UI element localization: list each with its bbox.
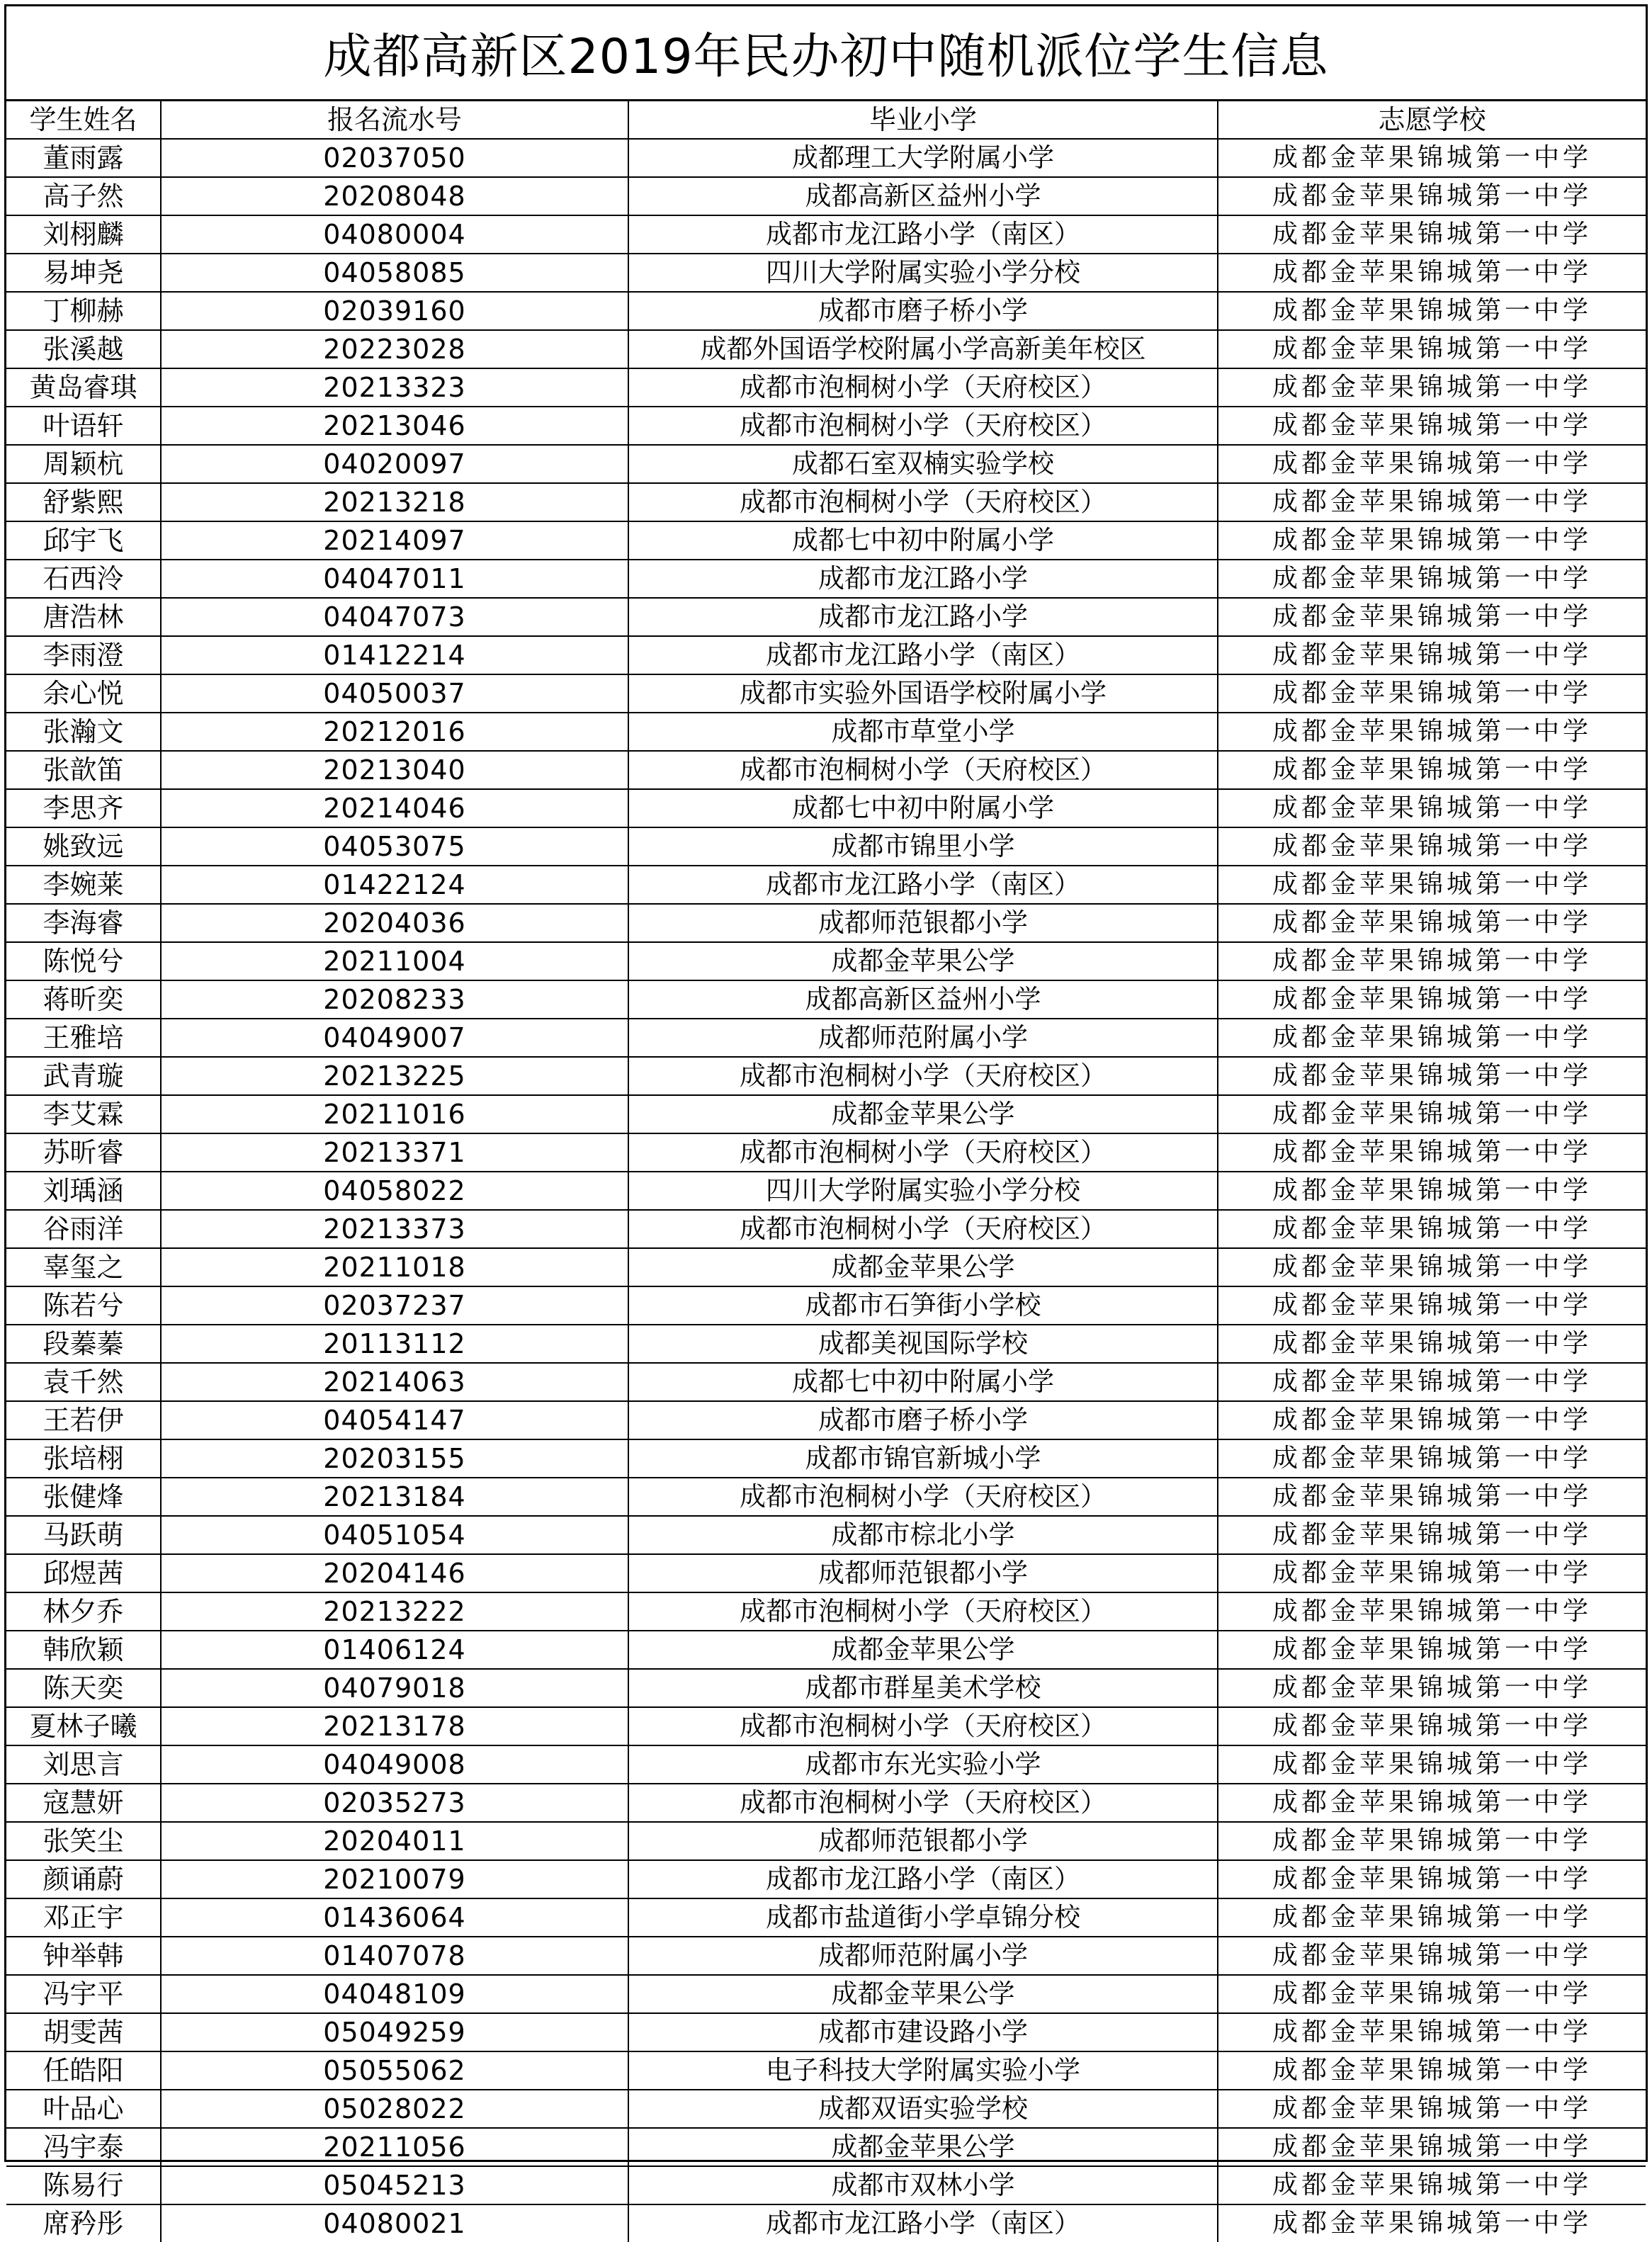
student-name-cell: 韩欣颖	[6, 1631, 161, 1669]
table-row	[6, 1057, 1646, 1095]
student-name-cell: 李婉莱	[6, 866, 161, 904]
table-row	[6, 1975, 1646, 2013]
student-name-cell: 李艾霖	[6, 1095, 161, 1133]
table-row	[6, 1784, 1646, 1822]
choice-school-cell: 成都金苹果锦城第一中学	[1218, 1478, 1646, 1516]
choice-school-cell: 成都金苹果锦城第一中学	[1218, 866, 1646, 904]
table-row	[6, 177, 1646, 215]
primary-school-cell: 成都市龙江路小学（南区）	[628, 215, 1218, 254]
serial-number-cell: 05055062	[161, 2051, 628, 2090]
serial-number-cell: 20211018	[161, 1248, 628, 1286]
table-row	[6, 1669, 1646, 1707]
choice-school-cell: 成都金苹果锦城第一中学	[1218, 942, 1646, 980]
serial-number-cell: 04047073	[161, 598, 628, 636]
choice-school-cell: 成都金苹果锦城第一中学	[1218, 1439, 1646, 1478]
choice-school-cell: 成都金苹果锦城第一中学	[1218, 1210, 1646, 1248]
primary-school-cell: 成都市石笋街小学校	[628, 1286, 1218, 1325]
choice-school-cell: 成都金苹果锦城第一中学	[1218, 407, 1646, 445]
serial-number-cell: 04050037	[161, 674, 628, 713]
student-name-cell: 刘思言	[6, 1745, 161, 1784]
choice-school-cell: 成都金苹果锦城第一中学	[1218, 1592, 1646, 1631]
table-row	[6, 1592, 1646, 1631]
primary-school-cell: 成都金苹果公学	[628, 1248, 1218, 1286]
table-row	[6, 1172, 1646, 1210]
choice-school-cell: 成都金苹果锦城第一中学	[1218, 2128, 1646, 2166]
primary-school-cell: 成都外国语学校附属小学高新美年校区	[628, 330, 1218, 368]
table-row	[6, 1707, 1646, 1745]
primary-school-cell: 成都高新区益州小学	[628, 177, 1218, 215]
choice-school-cell: 成都金苹果锦城第一中学	[1218, 445, 1646, 483]
choice-school-cell: 成都金苹果锦城第一中学	[1218, 789, 1646, 827]
student-name-cell: 夏林子曦	[6, 1707, 161, 1745]
serial-number-cell: 04058022	[161, 1172, 628, 1210]
table-row	[6, 1095, 1646, 1133]
serial-number-cell: 20213178	[161, 1707, 628, 1745]
table-row	[6, 1325, 1646, 1363]
primary-school-cell: 成都市泡桐树小学（天府校区）	[628, 407, 1218, 445]
serial-number-cell: 02037237	[161, 1286, 628, 1325]
student-name-cell: 陈悦兮	[6, 942, 161, 980]
primary-school-cell: 成都市泡桐树小学（天府校区）	[628, 751, 1218, 789]
choice-school-cell: 成都金苹果锦城第一中学	[1218, 1707, 1646, 1745]
choice-school-cell: 成都金苹果锦城第一中学	[1218, 330, 1646, 368]
student-name-cell: 胡雯茜	[6, 2013, 161, 2051]
student-name-cell: 高子然	[6, 177, 161, 215]
serial-number-cell: 20214063	[161, 1363, 628, 1401]
choice-school-cell: 成都金苹果锦城第一中学	[1218, 1401, 1646, 1439]
table-row	[6, 1401, 1646, 1439]
student-name-cell: 邓正宇	[6, 1898, 161, 1937]
primary-school-cell: 成都市龙江路小学（南区）	[628, 636, 1218, 674]
student-name-cell: 张溪越	[6, 330, 161, 368]
choice-school-cell: 成都金苹果锦城第一中学	[1218, 1898, 1646, 1937]
table-row	[6, 330, 1646, 368]
table-row	[6, 368, 1646, 407]
primary-school-cell: 成都市龙江路小学	[628, 598, 1218, 636]
student-name-cell: 邱宇飞	[6, 521, 161, 560]
table-row	[6, 2166, 1646, 2204]
choice-school-cell: 成都金苹果锦城第一中学	[1218, 827, 1646, 866]
choice-school-cell: 成都金苹果锦城第一中学	[1218, 2013, 1646, 2051]
student-name-cell: 冯宇泰	[6, 2128, 161, 2166]
primary-school-cell: 成都市锦里小学	[628, 827, 1218, 866]
primary-school-cell: 成都市群星美术学校	[628, 1669, 1218, 1707]
choice-school-cell: 成都金苹果锦城第一中学	[1218, 483, 1646, 521]
serial-number-cell: 01406124	[161, 1631, 628, 1669]
serial-number-cell: 20210079	[161, 1860, 628, 1898]
choice-school-cell: 成都金苹果锦城第一中学	[1218, 521, 1646, 560]
student-name-cell: 蒋昕奕	[6, 980, 161, 1019]
table-row	[6, 1631, 1646, 1669]
choice-school-cell: 成都金苹果锦城第一中学	[1218, 904, 1646, 942]
table-row	[6, 254, 1646, 292]
table-row	[6, 1439, 1646, 1478]
student-name-cell: 刘瑀涵	[6, 1172, 161, 1210]
serial-number-cell: 20204011	[161, 1822, 628, 1860]
choice-school-cell: 成都金苹果锦城第一中学	[1218, 1784, 1646, 1822]
serial-number-cell: 20213218	[161, 483, 628, 521]
choice-school-cell: 成都金苹果锦城第一中学	[1218, 1286, 1646, 1325]
student-name-cell: 张培栩	[6, 1439, 161, 1478]
serial-number-cell: 20213225	[161, 1057, 628, 1095]
primary-school-cell: 成都师范银都小学	[628, 1554, 1218, 1592]
choice-school-cell: 成都金苹果锦城第一中学	[1218, 636, 1646, 674]
serial-number-cell: 04079018	[161, 1669, 628, 1707]
table-row	[6, 1937, 1646, 1975]
table-row	[6, 827, 1646, 866]
table-row	[6, 1516, 1646, 1554]
table-row	[6, 1363, 1646, 1401]
table-row	[6, 2204, 1646, 2242]
student-name-cell: 段蓁蓁	[6, 1325, 161, 1363]
table-row	[6, 1554, 1646, 1592]
primary-school-cell: 成都高新区益州小学	[628, 980, 1218, 1019]
table-row	[6, 598, 1646, 636]
student-name-cell: 武青璇	[6, 1057, 161, 1095]
student-name-cell: 董雨露	[6, 139, 161, 177]
choice-school-cell: 成都金苹果锦城第一中学	[1218, 560, 1646, 598]
student-name-cell: 王若伊	[6, 1401, 161, 1439]
student-name-cell: 姚致远	[6, 827, 161, 866]
student-name-cell: 王雅培	[6, 1019, 161, 1057]
student-name-cell: 刘栩麟	[6, 215, 161, 254]
primary-school-cell: 成都市锦官新城小学	[628, 1439, 1218, 1478]
serial-number-cell: 20203155	[161, 1439, 628, 1478]
column-header-choice-school: 志愿学校	[1218, 101, 1646, 139]
student-name-cell: 李雨澄	[6, 636, 161, 674]
primary-school-cell: 成都市泡桐树小学（天府校区）	[628, 368, 1218, 407]
choice-school-cell: 成都金苹果锦城第一中学	[1218, 1363, 1646, 1401]
primary-school-cell: 成都市泡桐树小学（天府校区）	[628, 483, 1218, 521]
choice-school-cell: 成都金苹果锦城第一中学	[1218, 368, 1646, 407]
serial-number-cell: 20212016	[161, 713, 628, 751]
primary-school-cell: 成都市泡桐树小学（天府校区）	[628, 1057, 1218, 1095]
primary-school-cell: 成都七中初中附属小学	[628, 1363, 1218, 1401]
serial-number-cell: 05028022	[161, 2090, 628, 2128]
choice-school-cell: 成都金苹果锦城第一中学	[1218, 1669, 1646, 1707]
student-name-cell: 陈天奕	[6, 1669, 161, 1707]
table-row	[6, 139, 1646, 177]
table-row	[6, 789, 1646, 827]
student-name-cell: 张健烽	[6, 1478, 161, 1516]
choice-school-cell: 成都金苹果锦城第一中学	[1218, 598, 1646, 636]
student-name-cell: 寇慧妍	[6, 1784, 161, 1822]
primary-school-cell: 成都市磨子桥小学	[628, 1401, 1218, 1439]
table-row	[6, 904, 1646, 942]
serial-number-cell: 01412214	[161, 636, 628, 674]
serial-number-cell: 01422124	[161, 866, 628, 904]
table-body	[6, 139, 1646, 2242]
serial-number-cell: 04047011	[161, 560, 628, 598]
primary-school-cell: 成都市盐道街小学卓锦分校	[628, 1898, 1218, 1937]
student-name-cell: 冯宇平	[6, 1975, 161, 2013]
student-name-cell: 席矜彤	[6, 2204, 161, 2242]
primary-school-cell: 成都市龙江路小学（南区）	[628, 2204, 1218, 2242]
student-name-cell: 陈易行	[6, 2166, 161, 2204]
table-row	[6, 713, 1646, 751]
table-row	[6, 2013, 1646, 2051]
student-name-cell: 张歆笛	[6, 751, 161, 789]
serial-number-cell: 20213323	[161, 368, 628, 407]
serial-number-cell: 20204146	[161, 1554, 628, 1592]
table-row	[6, 2051, 1646, 2090]
serial-number-cell: 04051054	[161, 1516, 628, 1554]
serial-number-cell: 04058085	[161, 254, 628, 292]
student-name-cell: 叶品心	[6, 2090, 161, 2128]
student-name-cell: 黄岛睿琪	[6, 368, 161, 407]
primary-school-cell: 成都师范银都小学	[628, 904, 1218, 942]
table-row	[6, 636, 1646, 674]
choice-school-cell: 成都金苹果锦城第一中学	[1218, 1554, 1646, 1592]
serial-number-cell: 04049007	[161, 1019, 628, 1057]
serial-number-cell: 20204036	[161, 904, 628, 942]
primary-school-cell: 成都市龙江路小学	[628, 560, 1218, 598]
choice-school-cell: 成都金苹果锦城第一中学	[1218, 1822, 1646, 1860]
choice-school-cell: 成都金苹果锦城第一中学	[1218, 1057, 1646, 1095]
primary-school-cell: 成都石室双楠实验学校	[628, 445, 1218, 483]
primary-school-cell: 成都师范附属小学	[628, 1019, 1218, 1057]
serial-number-cell: 02035273	[161, 1784, 628, 1822]
primary-school-cell: 成都金苹果公学	[628, 2128, 1218, 2166]
table-row	[6, 1860, 1646, 1898]
table-row	[6, 980, 1646, 1019]
student-name-cell: 任皓阳	[6, 2051, 161, 2090]
serial-number-cell: 04080004	[161, 215, 628, 254]
primary-school-cell: 成都金苹果公学	[628, 1631, 1218, 1669]
student-name-cell: 颜诵蔚	[6, 1860, 161, 1898]
student-name-cell: 张笑尘	[6, 1822, 161, 1860]
table-row	[6, 2128, 1646, 2166]
primary-school-cell: 成都金苹果公学	[628, 942, 1218, 980]
primary-school-cell: 成都金苹果公学	[628, 1095, 1218, 1133]
table-row	[6, 483, 1646, 521]
primary-school-cell: 四川大学附属实验小学分校	[628, 1172, 1218, 1210]
choice-school-cell: 成都金苹果锦城第一中学	[1218, 2204, 1646, 2242]
serial-number-cell: 04048109	[161, 1975, 628, 2013]
table-row	[6, 521, 1646, 560]
serial-number-cell: 05045213	[161, 2166, 628, 2204]
serial-number-cell: 20213046	[161, 407, 628, 445]
table-row	[6, 1133, 1646, 1172]
choice-school-cell: 成都金苹果锦城第一中学	[1218, 215, 1646, 254]
choice-school-cell: 成都金苹果锦城第一中学	[1218, 1095, 1646, 1133]
column-header-serial: 报名流水号	[161, 101, 628, 139]
serial-number-cell: 20214097	[161, 521, 628, 560]
serial-number-cell: 20213040	[161, 751, 628, 789]
serial-number-cell: 04054147	[161, 1401, 628, 1439]
table-row	[6, 1248, 1646, 1286]
student-name-cell: 石西泠	[6, 560, 161, 598]
student-name-cell: 李思齐	[6, 789, 161, 827]
serial-number-cell: 20113112	[161, 1325, 628, 1363]
table-row	[6, 292, 1646, 330]
table-row	[6, 2090, 1646, 2128]
primary-school-cell: 成都市草堂小学	[628, 713, 1218, 751]
table-row	[6, 215, 1646, 254]
choice-school-cell: 成都金苹果锦城第一中学	[1218, 1937, 1646, 1975]
primary-school-cell: 成都市泡桐树小学（天府校区）	[628, 1210, 1218, 1248]
student-name-cell: 林夕乔	[6, 1592, 161, 1631]
serial-number-cell: 20213222	[161, 1592, 628, 1631]
choice-school-cell: 成都金苹果锦城第一中学	[1218, 2051, 1646, 2090]
serial-number-cell: 04049008	[161, 1745, 628, 1784]
table-row	[6, 1898, 1646, 1937]
table-row	[6, 1210, 1646, 1248]
primary-school-cell: 成都七中初中附属小学	[628, 521, 1218, 560]
student-name-cell: 钟举韩	[6, 1937, 161, 1975]
student-table	[6, 101, 1646, 2242]
primary-school-cell: 成都美视国际学校	[628, 1325, 1218, 1363]
serial-number-cell: 01407078	[161, 1937, 628, 1975]
table-row	[6, 751, 1646, 789]
student-name-cell: 苏昕睿	[6, 1133, 161, 1172]
primary-school-cell: 成都双语实验学校	[628, 2090, 1218, 2128]
choice-school-cell: 成都金苹果锦城第一中学	[1218, 1745, 1646, 1784]
choice-school-cell: 成都金苹果锦城第一中学	[1218, 1248, 1646, 1286]
serial-number-cell: 05049259	[161, 2013, 628, 2051]
primary-school-cell: 成都理工大学附属小学	[628, 139, 1218, 177]
table-header-row	[6, 101, 1646, 139]
choice-school-cell: 成都金苹果锦城第一中学	[1218, 1975, 1646, 2013]
column-header-primary-school: 毕业小学	[628, 101, 1218, 139]
primary-school-cell: 成都市泡桐树小学（天府校区）	[628, 1478, 1218, 1516]
serial-number-cell: 20214046	[161, 789, 628, 827]
choice-school-cell: 成都金苹果锦城第一中学	[1218, 2166, 1646, 2204]
primary-school-cell: 成都市龙江路小学（南区）	[628, 1860, 1218, 1898]
serial-number-cell: 01436064	[161, 1898, 628, 1937]
column-header-name: 学生姓名	[6, 101, 161, 139]
table-row	[6, 560, 1646, 598]
primary-school-cell: 成都市泡桐树小学（天府校区）	[628, 1784, 1218, 1822]
serial-number-cell: 04020097	[161, 445, 628, 483]
serial-number-cell: 20208048	[161, 177, 628, 215]
serial-number-cell: 20211056	[161, 2128, 628, 2166]
table-row	[6, 1822, 1646, 1860]
table-row	[6, 445, 1646, 483]
serial-number-cell: 04080021	[161, 2204, 628, 2242]
student-name-cell: 叶语轩	[6, 407, 161, 445]
student-name-cell: 余心悦	[6, 674, 161, 713]
student-name-cell: 陈若兮	[6, 1286, 161, 1325]
choice-school-cell: 成都金苹果锦城第一中学	[1218, 292, 1646, 330]
table-row	[6, 1019, 1646, 1057]
primary-school-cell: 成都市泡桐树小学（天府校区）	[628, 1592, 1218, 1631]
student-name-cell: 唐浩林	[6, 598, 161, 636]
primary-school-cell: 成都市建设路小学	[628, 2013, 1218, 2051]
page-title: 成都高新区2019年民办初中随机派位学生信息	[6, 6, 1646, 101]
primary-school-cell: 成都市泡桐树小学（天府校区）	[628, 1133, 1218, 1172]
serial-number-cell: 20213373	[161, 1210, 628, 1248]
choice-school-cell: 成都金苹果锦城第一中学	[1218, 1631, 1646, 1669]
choice-school-cell: 成都金苹果锦城第一中学	[1218, 1516, 1646, 1554]
choice-school-cell: 成都金苹果锦城第一中学	[1218, 674, 1646, 713]
student-name-cell: 舒紫熙	[6, 483, 161, 521]
student-name-cell: 马跃萌	[6, 1516, 161, 1554]
choice-school-cell: 成都金苹果锦城第一中学	[1218, 980, 1646, 1019]
serial-number-cell: 20211004	[161, 942, 628, 980]
choice-school-cell: 成都金苹果锦城第一中学	[1218, 751, 1646, 789]
student-name-cell: 袁千然	[6, 1363, 161, 1401]
choice-school-cell: 成都金苹果锦城第一中学	[1218, 1325, 1646, 1363]
table-row	[6, 1745, 1646, 1784]
primary-school-cell: 成都市东光实验小学	[628, 1745, 1218, 1784]
primary-school-cell: 成都金苹果公学	[628, 1975, 1218, 2013]
student-name-cell: 谷雨洋	[6, 1210, 161, 1248]
primary-school-cell: 电子科技大学附属实验小学	[628, 2051, 1218, 2090]
choice-school-cell: 成都金苹果锦城第一中学	[1218, 177, 1646, 215]
primary-school-cell: 成都师范银都小学	[628, 1822, 1218, 1860]
primary-school-cell: 成都市泡桐树小学（天府校区）	[628, 1707, 1218, 1745]
student-name-cell: 李海睿	[6, 904, 161, 942]
primary-school-cell: 四川大学附属实验小学分校	[628, 254, 1218, 292]
choice-school-cell: 成都金苹果锦城第一中学	[1218, 1133, 1646, 1172]
serial-number-cell: 20213184	[161, 1478, 628, 1516]
choice-school-cell: 成都金苹果锦城第一中学	[1218, 1860, 1646, 1898]
primary-school-cell: 成都师范附属小学	[628, 1937, 1218, 1975]
student-name-cell: 易坤尧	[6, 254, 161, 292]
student-name-cell: 张瀚文	[6, 713, 161, 751]
primary-school-cell: 成都七中初中附属小学	[628, 789, 1218, 827]
table-row	[6, 407, 1646, 445]
student-name-cell: 周颖杭	[6, 445, 161, 483]
primary-school-cell: 成都市龙江路小学（南区）	[628, 866, 1218, 904]
choice-school-cell: 成都金苹果锦城第一中学	[1218, 139, 1646, 177]
serial-number-cell: 20208233	[161, 980, 628, 1019]
serial-number-cell: 20213371	[161, 1133, 628, 1172]
student-name-cell: 辜玺之	[6, 1248, 161, 1286]
primary-school-cell: 成都市棕北小学	[628, 1516, 1218, 1554]
serial-number-cell: 02039160	[161, 292, 628, 330]
serial-number-cell: 04053075	[161, 827, 628, 866]
document-sheet	[4, 4, 1648, 2239]
table-row	[6, 1286, 1646, 1325]
student-name-cell: 丁柳赫	[6, 292, 161, 330]
serial-number-cell: 20223028	[161, 330, 628, 368]
choice-school-cell: 成都金苹果锦城第一中学	[1218, 254, 1646, 292]
table-row	[6, 1478, 1646, 1516]
primary-school-cell: 成都市磨子桥小学	[628, 292, 1218, 330]
serial-number-cell: 02037050	[161, 139, 628, 177]
primary-school-cell: 成都市实验外国语学校附属小学	[628, 674, 1218, 713]
student-name-cell: 邱煜茜	[6, 1554, 161, 1592]
table-row	[6, 674, 1646, 713]
choice-school-cell: 成都金苹果锦城第一中学	[1218, 2090, 1646, 2128]
table-row	[6, 942, 1646, 980]
serial-number-cell: 20211016	[161, 1095, 628, 1133]
choice-school-cell: 成都金苹果锦城第一中学	[1218, 713, 1646, 751]
choice-school-cell: 成都金苹果锦城第一中学	[1218, 1019, 1646, 1057]
primary-school-cell: 成都市双林小学	[628, 2166, 1218, 2204]
choice-school-cell: 成都金苹果锦城第一中学	[1218, 1172, 1646, 1210]
table-row	[6, 866, 1646, 904]
